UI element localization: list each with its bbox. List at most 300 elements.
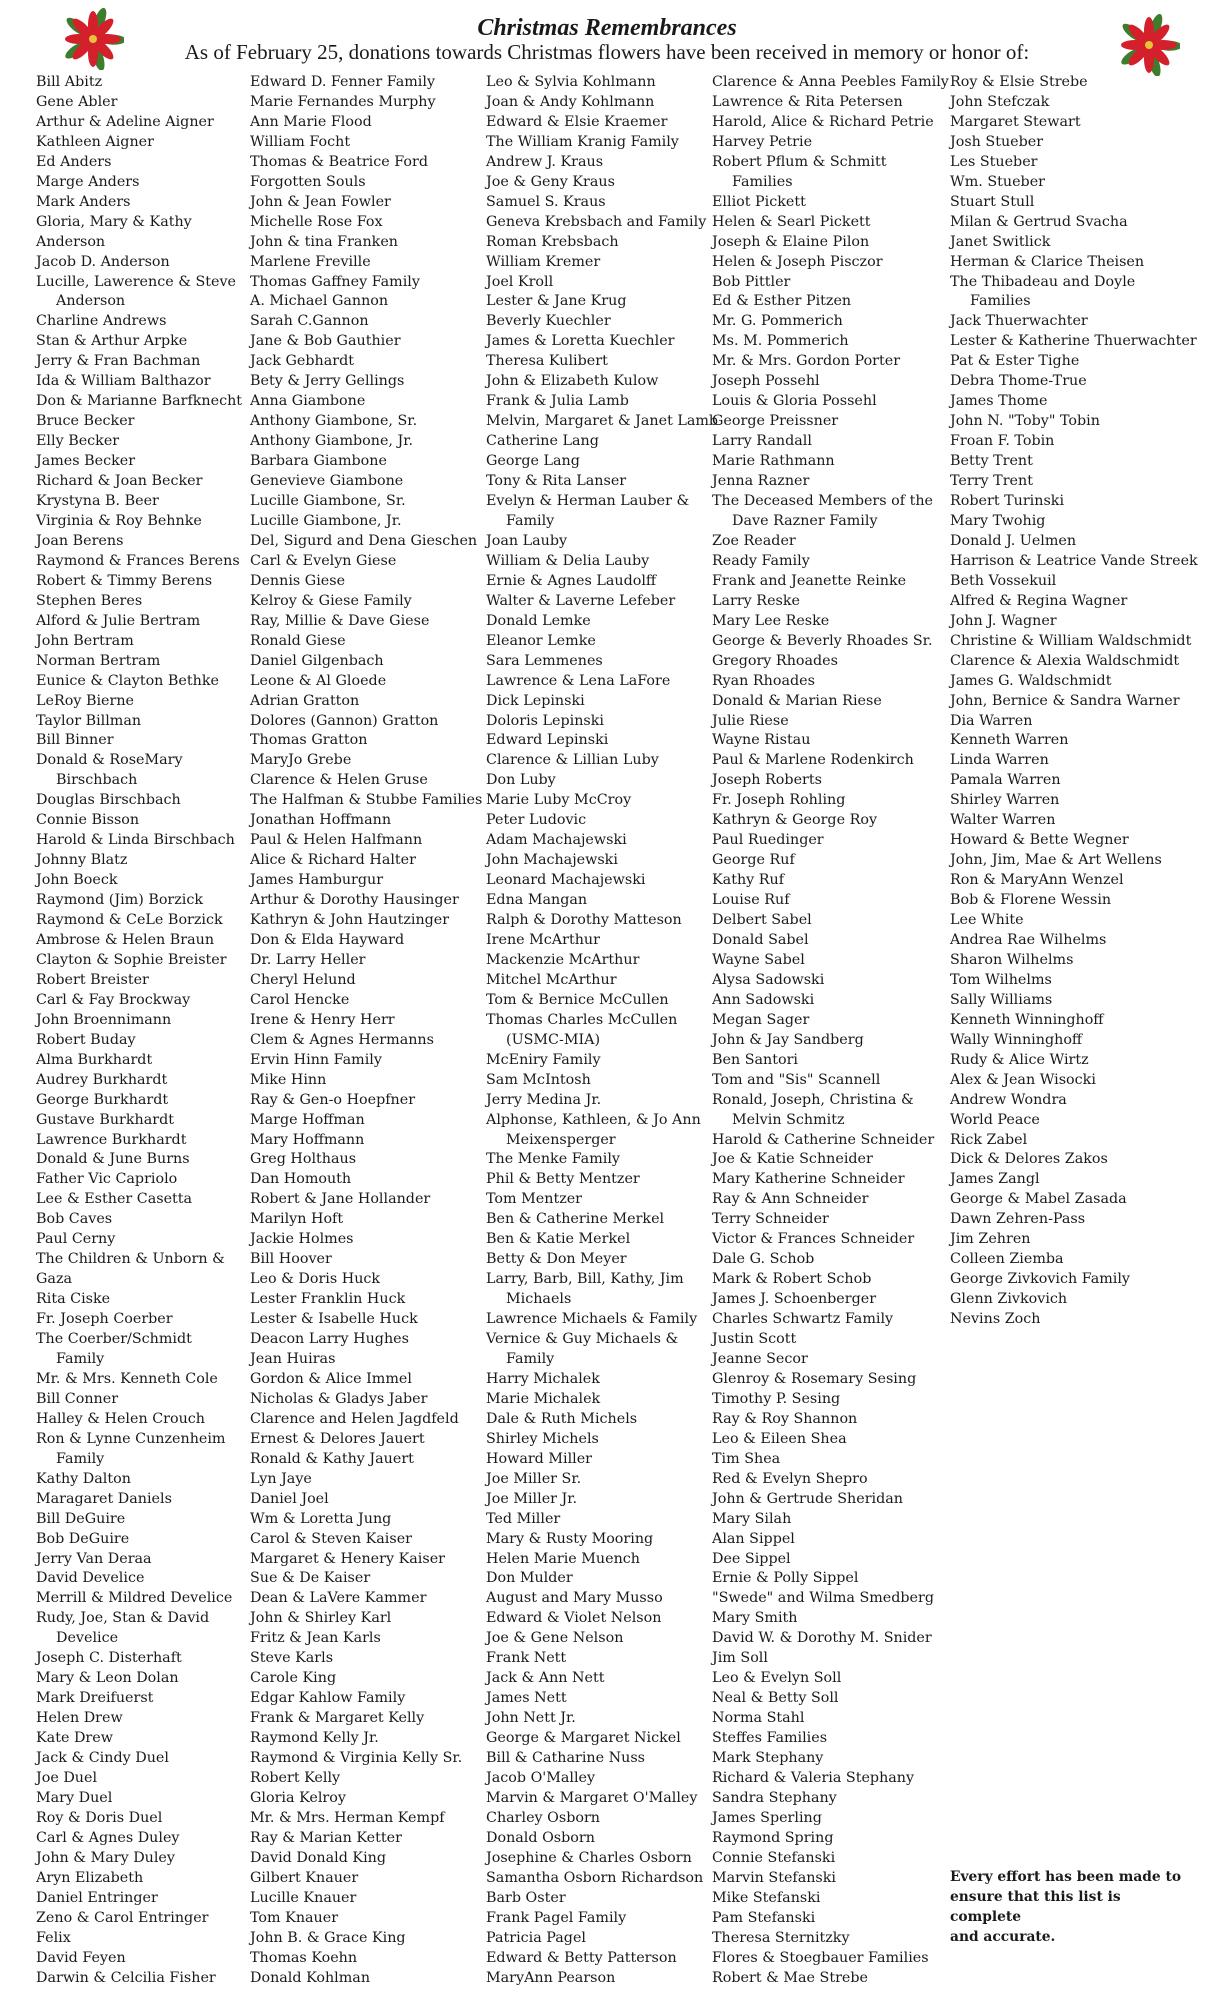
list-item: Andrew Wondra (950, 1091, 1067, 1108)
list-item: Audrey Burkhardt (36, 1071, 168, 1088)
list-item: Bob DeGuire (36, 1530, 130, 1547)
list-item: Lester Franklin Huck (250, 1291, 406, 1308)
list-item: "Swede" and Wilma Smedberg (712, 1590, 935, 1607)
list-item: Roy & Elsie Strebe (950, 74, 1088, 90)
list-item: Donald & RoseMary (36, 752, 183, 769)
list-item: Dia Warren (950, 712, 1033, 729)
list-item: Tim Shea (712, 1450, 781, 1467)
list-item: Lyn Jaye (250, 1470, 312, 1487)
list-item: Nicholas & Gladys Jaber (250, 1390, 428, 1407)
list-item: Mary & Leon Dolan (36, 1670, 179, 1687)
list-item: Lester & Jane Krug (486, 293, 627, 310)
list-item: George Burkhardt (36, 1091, 169, 1108)
list-item: Louise Ruf (712, 892, 790, 909)
list-item: Alan Sippel (712, 1530, 795, 1547)
list-item: Charline Andrews (36, 313, 167, 330)
list-item: Jane & Bob Gauthier (250, 333, 401, 350)
list-item: Steffes Families (712, 1730, 828, 1747)
list-item: LeRoy Bierne (36, 692, 134, 709)
list-item: Dolores (Gannon) Gratton (250, 712, 439, 729)
list-item: The Thibadeau and Doyle (950, 273, 1136, 290)
list-item: Alford & Julie Bertram (36, 612, 201, 629)
list-item: Howard Miller (486, 1450, 593, 1467)
list-item: Mary & Rusty Mooring (486, 1530, 654, 1547)
list-item: Father Vic Capriolo (36, 1171, 178, 1188)
list-item: Alysa Sadowski (712, 971, 825, 988)
list-item: Evelyn & Herman Lauber & (486, 493, 690, 510)
list-item: Douglas Birschbach (36, 792, 181, 809)
list-item: William & Delia Lauby (486, 552, 650, 569)
list-item: Shirley Michels (486, 1430, 599, 1447)
list-item: Gloria, Mary & Kathy (36, 213, 192, 230)
list-item: John & Elizabeth Kulow (486, 373, 659, 390)
list-item: Charley Osborn (486, 1809, 601, 1826)
list-item: Adam Machajewski (486, 832, 627, 849)
list-item: Richard & Joan Becker (36, 473, 203, 490)
list-item: Ryan Rhoades (712, 672, 815, 689)
list-item: Carl & Agnes Duley (36, 1829, 180, 1846)
list-item: Thomas & Beatrice Ford (250, 153, 428, 170)
list-item: Donald Lemke (486, 612, 591, 629)
list-item: Ben Santori (712, 1051, 799, 1068)
list-item: Donald & June Burns (36, 1151, 190, 1168)
list-item: Megan Sager (712, 1011, 810, 1028)
list-item: Mr. & Mrs. Kenneth Cole (36, 1370, 218, 1387)
list-item: Jim Soll (712, 1650, 768, 1667)
list-item: Marie Fernandes Murphy (250, 93, 436, 110)
list-item: Robert & Mae Strebe (712, 1969, 868, 1986)
list-item: Gloria Kelroy (250, 1789, 346, 1806)
list-item: Gustave Burkhardt (36, 1111, 174, 1128)
list-item: Larry Reske (712, 592, 800, 609)
list-item: Larry, Barb, Bill, Kathy, Jim (486, 1271, 684, 1288)
list-item: Bety & Jerry Gellings (250, 373, 405, 390)
list-item: Connie Bisson (36, 812, 140, 829)
list-item: Edward D. Fenner Family (250, 74, 436, 90)
list-item: Janet Switlick (950, 233, 1051, 250)
list-item: Robert Turinski (950, 493, 1065, 510)
names-column-4 (712, 73, 949, 1989)
list-item: Vernice & Guy Michaels & (486, 1331, 679, 1348)
list-item: Gene Abler (36, 93, 118, 110)
list-item: Bruce Becker (36, 413, 135, 430)
list-item: Dee Sippel (712, 1550, 791, 1567)
list-item: Connie Stefanski (712, 1849, 836, 1866)
list-item: Birschbach (56, 772, 138, 789)
list-item: Margaret & Henery Kaiser (250, 1550, 445, 1567)
list-item: Aryn Elizabeth (36, 1869, 144, 1886)
list-item: Raymond & Frances Berens (36, 552, 240, 569)
list-item: Robert & Timmy Berens (36, 572, 213, 589)
list-item: Helen Drew (36, 1710, 123, 1727)
list-item: Bob & Florene Wessin (950, 892, 1112, 909)
list-item: Marie Luby McCroy (486, 792, 632, 809)
list-item: Jerry Van Deraa (36, 1550, 152, 1567)
list-item: Families (970, 293, 1031, 310)
list-item: Jeanne Secor (712, 1351, 808, 1367)
list-item: Wm. Stueber (950, 173, 1045, 190)
list-item: Edward & Violet Nelson (486, 1610, 662, 1627)
list-item: John, Bernice & Sandra Warner (950, 692, 1180, 709)
list-item: Tony & Rita Lanser (486, 473, 627, 490)
list-item: James J. Schoenberger (712, 1291, 877, 1308)
list-item: Melvin, Margaret & Janet Lamb (486, 413, 719, 430)
list-item: Maragaret Daniels (36, 1490, 172, 1507)
list-item: Ron & MaryAnn Wenzel (950, 872, 1124, 889)
list-item: Walter Warren (950, 812, 1056, 829)
list-item: Jacob O'Malley (486, 1770, 596, 1787)
list-item: Dean & LaVere Kammer (250, 1590, 427, 1607)
list-item: Sharon Wilhelms (950, 951, 1074, 968)
list-item: Harold & Catherine Schneider (712, 1131, 935, 1148)
list-item: Julie Riese (712, 712, 789, 729)
list-item: Alex & Jean Wisocki (950, 1071, 1096, 1088)
list-item: Debra Thome-True (950, 373, 1087, 390)
list-item: Pam Stefanski (712, 1909, 816, 1926)
list-item: Carol & Steven Kaiser (250, 1530, 412, 1547)
list-item: Don & Elda Hayward (250, 931, 405, 948)
list-item: Harry Michalek (486, 1370, 600, 1387)
list-item: Mark & Robert Schob (712, 1271, 872, 1288)
list-item: Greg Holthaus (250, 1151, 357, 1168)
list-item: Barbara Giambone (250, 453, 387, 470)
list-item: Kelroy & Giese Family (250, 592, 412, 609)
page-subtitle: As of February 25, donations towards Christmas flowers have been received in memory or honor of: (184, 40, 1030, 64)
page-title: Christmas Remembrances (477, 15, 737, 41)
list-item: Anderson (36, 233, 106, 250)
list-item: Edward & Betty Patterson (486, 1949, 677, 1966)
list-item: James Nett (486, 1690, 567, 1707)
list-item: Pamala Warren (950, 772, 1061, 789)
list-item: Joseph Roberts (712, 772, 822, 789)
list-item: Ronald & Kathy Jauert (250, 1450, 414, 1467)
list-item: Joan Lauby (486, 532, 568, 549)
list-item: Clarence & Lillian Luby (486, 752, 659, 769)
list-item: Frank Pagel Family (486, 1909, 627, 1926)
list-item: Ray & Gen-o Hoepfner (250, 1091, 416, 1108)
list-item: A. Michael Gannon (250, 293, 389, 310)
list-item: Les Stueber (950, 153, 1038, 170)
list-item: Mary Katherine Schneider (712, 1171, 905, 1188)
list-item: Frank & Margaret Kelly (250, 1710, 425, 1727)
list-item: Ted Miller (486, 1510, 561, 1527)
list-item: Edward & Elsie Kraemer (486, 113, 668, 130)
list-item: Joe & Geny Kraus (486, 173, 615, 190)
list-item: Daniel Gilgenbach (250, 652, 384, 669)
list-item: Marvin & Margaret O'Malley (486, 1789, 698, 1806)
list-item: Ronald, Joseph, Christina & (712, 1091, 914, 1108)
list-item: Sarah C.Gannon (250, 313, 369, 330)
list-item: Helen & Joseph Pisczor (712, 253, 883, 270)
list-item: Josh Stueber (950, 133, 1044, 150)
list-item: Mary Lee Reske (712, 612, 830, 629)
list-item: Ervin Hinn Family (250, 1051, 382, 1068)
list-item: Jacob D. Anderson (36, 253, 170, 270)
list-item: Kathryn & George Roy (712, 812, 878, 829)
list-item: The Coerber/Schmidt (36, 1331, 192, 1348)
list-item: Mark Anders (36, 193, 131, 210)
list-item: Beverly Kuechler (486, 313, 611, 330)
list-item: Paul & Helen Halfmann (250, 832, 423, 849)
list-item: Anthony Giambone, Sr. (250, 413, 418, 430)
list-item: Mary Smith (712, 1610, 798, 1627)
list-item: Don Mulder (486, 1570, 573, 1587)
list-item: Marge Anders (36, 173, 140, 190)
list-item: John N. "Toby" Tobin (950, 413, 1100, 430)
list-item: George Lang (486, 453, 580, 470)
names-column-2 (250, 73, 482, 1989)
list-item: Lester & Isabelle Huck (250, 1311, 418, 1328)
list-item: Mary Twohig (950, 512, 1046, 529)
list-item: Robert Buday (36, 1031, 136, 1048)
list-item: John Boeck (36, 872, 118, 889)
list-item: Alice & Richard Halter (250, 852, 416, 869)
names-column-5 (950, 73, 1198, 1330)
list-item: Anthony Giambone, Jr. (250, 433, 414, 450)
list-item: Paul Cerny (36, 1231, 116, 1248)
list-item: Sara Lemmenes (486, 652, 603, 669)
list-item: Kathy Dalton (36, 1470, 131, 1487)
list-item: Norma Stahl (712, 1710, 805, 1727)
list-item: Ralph & Dorothy Matteson (486, 912, 682, 929)
list-item: John Broennimann (36, 1011, 172, 1028)
list-item: Mike Stefanski (712, 1889, 821, 1906)
list-item: Mackenzie McArthur (486, 951, 640, 968)
list-item: Carole King (250, 1670, 337, 1687)
list-item: Ed & Esther Pitzen (712, 293, 852, 310)
list-item: Deacon Larry Hughes (250, 1331, 409, 1348)
list-item: Glenn Zivkovich (950, 1291, 1068, 1308)
list-item: James Becker (36, 453, 136, 470)
list-item: The William Kranig Family (486, 133, 679, 150)
list-item: Ann Marie Flood (250, 113, 372, 130)
list-item: Clarence and Helen Jagdfeld (250, 1410, 459, 1427)
list-item: Lawrence Burkhardt (36, 1131, 187, 1148)
list-item: Family (56, 1450, 105, 1467)
list-item: Leone & Al Gloede (250, 672, 387, 689)
list-item: Eleanor Lemke (486, 632, 596, 649)
list-item: Ernie & Polly Sippel (712, 1570, 859, 1587)
list-item: Sally Williams (950, 991, 1053, 1008)
list-item: Kenneth Winninghoff (950, 1011, 1104, 1028)
list-item: Kate Drew (36, 1730, 113, 1747)
list-item: Clarence & Anna Peebles Family (712, 74, 949, 90)
list-item: Stuart Stull (950, 193, 1035, 210)
list-item: Joseph C. Disterhaft (36, 1650, 182, 1667)
list-item: Ray & Marian Ketter (250, 1829, 402, 1846)
list-item: Clayton & Sophie Breister (36, 951, 227, 968)
list-item: Kathleen Aigner (36, 133, 154, 150)
list-item: Joel Kroll (486, 273, 554, 290)
list-item: Wm & Loretta Jung (250, 1510, 392, 1527)
list-item: Gregory Rhoades (712, 652, 838, 669)
list-item: Arthur & Dorothy Hausinger (250, 892, 459, 909)
list-item: (USMC-MIA) (506, 1031, 601, 1048)
list-item: Carl & Evelyn Giese (250, 552, 397, 569)
list-item: Paul Ruedinger (712, 832, 824, 849)
list-item: Thomas Gratton (250, 732, 368, 749)
list-item: Leo & Evelyn Soll (712, 1670, 842, 1687)
list-item: Gordon & Alice Immel (250, 1370, 412, 1387)
list-item: Anderson (56, 293, 126, 310)
list-item: James Zangl (950, 1171, 1040, 1188)
list-item: Ann Sadowski (712, 991, 815, 1008)
list-item: Ida & William Balthazor (36, 373, 211, 390)
list-item: Lester & Katherine Thuerwachter (950, 333, 1197, 350)
list-item: Frank & Julia Lamb (486, 393, 629, 410)
list-item: Froan F. Tobin (950, 433, 1055, 450)
list-item: Dan Homouth (250, 1171, 352, 1188)
list-item: Raymond Spring (712, 1829, 834, 1846)
list-item: Virginia & Roy Behnke (36, 512, 202, 529)
list-item: Jack Gebhardt (250, 353, 354, 370)
list-item: Marge Hoffman (250, 1111, 365, 1128)
list-item: Dr. Larry Heller (250, 951, 366, 968)
list-item: Harold, Alice & Richard Petrie (712, 113, 934, 130)
list-item: Howard & Bette Wegner (950, 832, 1129, 849)
list-item: David Donald King (250, 1849, 387, 1866)
list-item: Lawrence & Rita Petersen (712, 93, 903, 110)
list-item: Eunice & Clayton Bethke (36, 672, 219, 689)
list-item: Herman & Clarice Theisen (950, 253, 1145, 270)
list-item: Justin Scott (712, 1331, 797, 1348)
list-item: Christine & William Waldschmidt (950, 632, 1192, 649)
list-item: Family (56, 1351, 105, 1367)
list-item: Thomas Charles McCullen (486, 1011, 678, 1028)
list-item: Frank and Jeanette Reinke (712, 572, 907, 589)
list-item: Marie Rathmann (712, 453, 835, 470)
list-item: Red & Evelyn Shepro (712, 1470, 868, 1487)
list-item: Meixensperger (506, 1131, 616, 1148)
list-item: Donald Kohlman (250, 1969, 371, 1986)
list-item: Neal & Betty Soll (712, 1690, 839, 1707)
list-item: Ron & Lynne Cunzenheim (36, 1430, 226, 1447)
list-item: Don Luby (486, 772, 556, 789)
list-item: Raymond Kelly Jr. (250, 1730, 379, 1747)
list-item: David Develice (36, 1570, 145, 1587)
list-item: George Zivkovich Family (950, 1271, 1130, 1288)
list-item: John & Jean Fowler (250, 193, 391, 210)
list-item: Joan Berens (36, 532, 124, 549)
list-item: Andrea Rae Wilhelms (950, 931, 1107, 948)
list-item: Bill Abitz (36, 74, 103, 90)
list-item: John Bertram (36, 632, 134, 649)
list-item: Doloris Lepinski (486, 712, 604, 729)
list-item: Wayne Ristau (712, 732, 811, 749)
list-item: The Halfman & Stubbe Families (250, 792, 483, 809)
list-item: John & Mary Duley (36, 1849, 175, 1866)
page-header (0, 14, 1214, 64)
list-item: Jerry Medina Jr. (486, 1091, 602, 1108)
list-item: Ray, Millie & Dave Giese (250, 612, 430, 629)
list-item: Ray & Ann Schneider (712, 1191, 869, 1208)
list-item: Milan & Gertrud Svacha (950, 213, 1128, 230)
list-item: Robert Pflum & Schmitt (712, 153, 887, 170)
list-item: James & Loretta Kuechler (486, 333, 675, 350)
list-item: Alma Burkhardt (36, 1051, 153, 1068)
list-item: Robert Kelly (250, 1770, 341, 1787)
list-item: Gaza (36, 1271, 73, 1288)
list-item: David W. & Dorothy M. Snider (712, 1630, 932, 1647)
list-item: Family (506, 1351, 555, 1367)
list-item: James G. Waldschmidt (950, 672, 1112, 689)
list-item: Joe & Gene Nelson (486, 1630, 624, 1647)
list-item: Marvin Stefanski (712, 1869, 836, 1886)
list-item: Adrian Gratton (250, 692, 360, 709)
list-item: Edgar Kahlow Family (250, 1690, 406, 1707)
list-item: Fr. Joseph Rohling (712, 792, 846, 809)
list-item: James Hamburgur (250, 872, 384, 889)
list-item: The Menke Family (486, 1151, 620, 1168)
list-item: Nevins Zoch (950, 1311, 1041, 1328)
list-item: Ronald Giese (250, 632, 346, 649)
list-item: Andrew J. Kraus (486, 153, 604, 170)
list-item: John & Jay Sandberg (712, 1031, 864, 1048)
list-item: John Nett Jr. (486, 1710, 576, 1727)
list-item: John J. Wagner (950, 612, 1057, 629)
list-item: Ben & Catherine Merkel (486, 1211, 665, 1228)
list-item: Robert Breister (36, 971, 149, 988)
list-item: Johnny Blatz (36, 852, 128, 869)
list-item: Daniel Joel (250, 1490, 329, 1507)
list-item: Halley & Helen Crouch (36, 1410, 206, 1427)
list-item: Margaret Stewart (950, 113, 1081, 130)
list-item: Jackie Holmes (250, 1231, 354, 1248)
list-item: Louis & Gloria Possehl (712, 393, 877, 410)
list-item: Dick & Delores Zakos (950, 1151, 1108, 1168)
list-item: John, Jim, Mae & Art Wellens (950, 852, 1162, 869)
list-item: Rita Ciske (36, 1291, 111, 1308)
list-item: Raymond & Virginia Kelly Sr. (250, 1750, 463, 1767)
list-item: Zoe Reader (712, 532, 796, 549)
list-item: Charles Schwartz Family (712, 1311, 894, 1328)
list-item: Mary Silah (712, 1510, 792, 1527)
list-item: Dale & Ruth Michels (486, 1410, 638, 1427)
list-item: John Machajewski (486, 852, 618, 869)
list-item: Joe Miller Sr. (486, 1470, 582, 1487)
list-item: Harvey Petrie (712, 133, 813, 150)
list-item: Mr. G. Pommerich (712, 313, 843, 330)
list-item: Families (732, 173, 793, 190)
list-item: Alfred & Regina Wagner (950, 592, 1128, 609)
list-item: Leonard Machajewski (486, 872, 646, 889)
list-item: Mitchel McArthur (486, 971, 617, 988)
list-item: Joe Duel (36, 1770, 98, 1787)
list-item: George & Beverly Rhoades Sr. (712, 632, 933, 649)
list-item: Sandra Stephany (712, 1789, 837, 1806)
list-item: McEniry Family (486, 1051, 601, 1068)
list-item: Wally Winninghoff (950, 1031, 1083, 1048)
list-item: Daniel Entringer (36, 1889, 158, 1906)
list-item: Harold & Linda Birschbach (36, 832, 235, 849)
list-item: Edna Mangan (486, 892, 588, 909)
list-item: Terry Schneider (712, 1211, 829, 1228)
list-item: Wayne Sabel (712, 951, 805, 968)
list-item: Robert & Jane Hollander (250, 1191, 431, 1208)
list-item: James Sperling (712, 1809, 822, 1826)
list-item: Leo & Eileen Shea (712, 1430, 847, 1447)
list-item: Donald Osborn (486, 1829, 595, 1846)
list-item: Bill Binner (36, 732, 114, 749)
list-item: Joe & Katie Schneider (712, 1151, 873, 1168)
list-item: Merrill & Mildred Develice (36, 1590, 233, 1607)
list-item: Jack Thuerwachter (950, 313, 1088, 330)
list-item: Donald Sabel (712, 931, 809, 948)
list-item: Lucille Giambone, Sr. (250, 493, 406, 510)
list-item: Sue & De Kaiser (250, 1570, 371, 1587)
list-item: Lucille, Lawerence & Steve (36, 273, 237, 290)
list-item: Mark Dreifuerst (36, 1690, 154, 1707)
